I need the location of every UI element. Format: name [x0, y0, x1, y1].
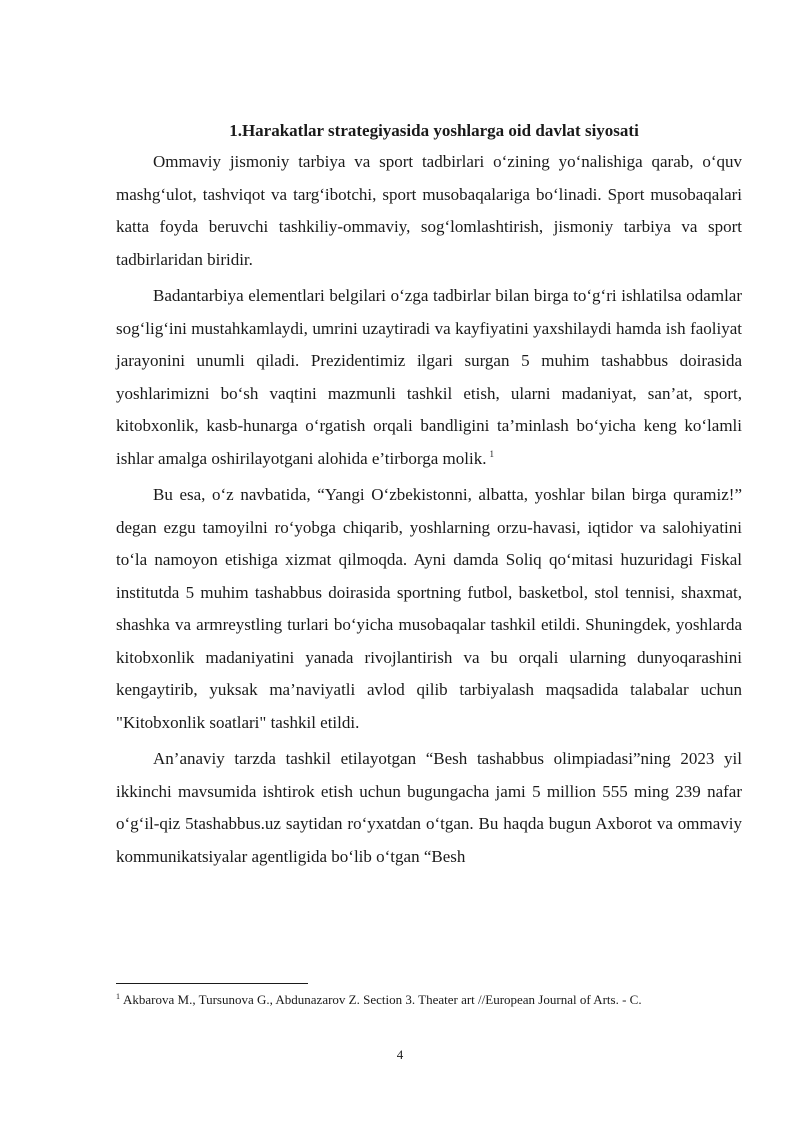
paragraph-2 [116, 280, 742, 475]
footnote [116, 991, 742, 1009]
page-body [116, 118, 742, 877]
footnote-reference[interactable]: 1 [489, 448, 494, 459]
paragraph-2-text: Badantarbiya elementlari belgilari o‘zga tadbirlar bilan birga to‘g‘ri ishlatilsa odamlar sog‘lig‘ini mustahkamlaydi, umrini uzaytiradi va kayfiyatini yaxshilaydi hamda ish faoliyat jarayonini unumli qiladi. Prezidentimiz ilgari surgan 5 muhim tashabbus doirasida yoshlarimizni bo‘sh vaqtini mazmunli tashkil etish, ularni madaniyat, san’at, sport, kitobxonlik, kasb-hunarga o‘rgatish orqali bandligini ta’minlash bo‘yicha keng ko‘lamli ishlar amalga oshirilayotgani alohida e’tirborga molik. [116, 286, 742, 468]
footnote-separator [116, 983, 308, 984]
paragraph-4 [116, 743, 742, 873]
paragraph-3-text: Bu esa, o‘z navbatida, “Yangi O‘zbekistonni, albatta, yoshlar bilan birga quramiz!” degan ezgu tamoyilni ro‘yobga chiqarib, yoshlarning orzu-havasi, iqtidor va salohiyatini to‘la namoyon etishiga xizmat qilmoqda. Ayni damda Soliq qo‘mitasi huzuridagi Fiskal institutda 5 muhim tashabbus doirasida sportning futbol, basketbol, stol tennisi, shaxmat, shashka va armreystling turlari bo‘yicha musobaqalar tashkil etildi. Shuningdek, yoshlarda kitobxonlik madaniyatini yanada rivojlantirish va bu orqali ularning dunyoqarashini kengaytirib, yuksak ma’naviyatli avlod qilib tarbiyalash maqsadida talabalar uchun "Kitobxonlik soatlari" tashkil etildi. [116, 485, 742, 732]
paragraph-3 [116, 479, 742, 739]
footnote-text: Akbarova M., Tursunova G., Abdunazarov Z. Section 3. Theater art //European Journal of Arts. - C. [123, 992, 642, 1007]
paragraph-4-text: An’anaviy tarzda tashkil etilayotgan “Besh tashabbus olimpiadasi”ning 2023 yil ikkinchi mavsumida ishtirok etish uchun bugungacha jami 5 million 555 ming 239 nafar o‘g‘il-qiz 5tashabbus.uz saytidan ro‘yxatdan o‘tgan. Bu haqda bugun Axborot va ommaviy kommunikatsiyalar agentligida bo‘lib o‘tgan “Besh [116, 749, 742, 866]
page-number: 4 [396, 1047, 404, 1062]
section-heading: 1.Harakatlar strategiyasida yoshlarga oid davlat siyosati [229, 121, 639, 140]
footnote-marker: 1 [116, 991, 120, 1001]
paragraph-1-text: Ommaviy jismoniy tarbiya va sport tadbirlari o‘zining yo‘nalishiga qarab, o‘quv mashg‘ulot, tashviqot va targ‘ibotchi, sport musobaqalariga bo‘linadi. Sport musobaqalari katta foyda beruvchi tashkiliy-ommaviy, sog‘lomlashtirish, jismoniy tarbiya va sport tadbirlaridan biridir. [116, 152, 742, 269]
paragraph-1 [116, 146, 742, 276]
